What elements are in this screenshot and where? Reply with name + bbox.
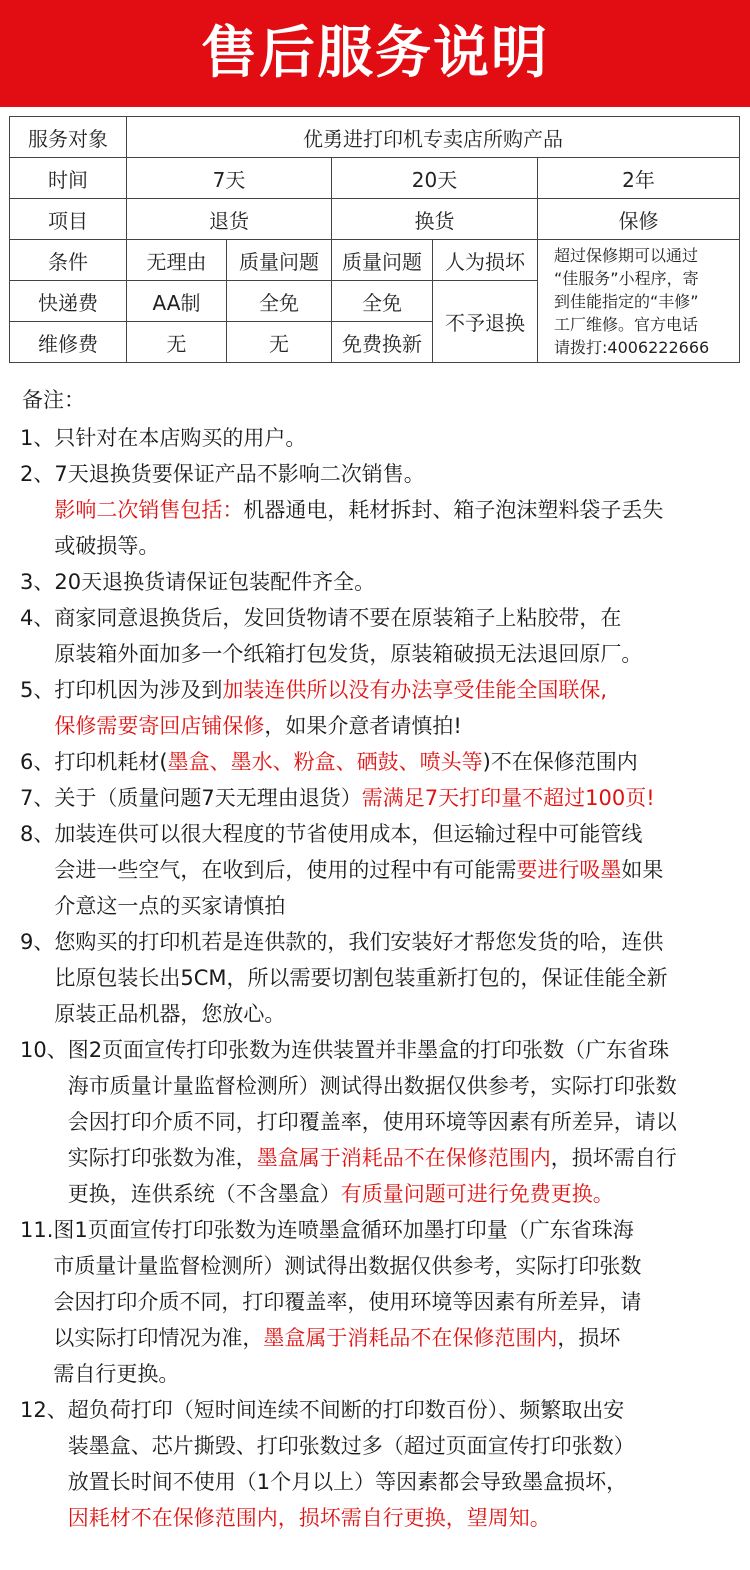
highlight-text: 墨盒属于消耗品不在保修范围内 <box>263 1326 558 1350</box>
note-body <box>54 816 735 924</box>
highlight-text: 加装连供所以没有办法享受佳能全国联保, <box>222 678 608 702</box>
note-text: 您购买的打印机若是连供款的，我们安装好才帮您发货的哈，连供 <box>54 930 664 954</box>
note-number: 12、 <box>20 1398 68 1422</box>
highlight-text: 有质量问题可进行免费更换。 <box>340 1182 614 1206</box>
note-body <box>54 924 735 1032</box>
note-text: 机器通电，耗材拆封、箱子泡沫塑料袋子丢失 <box>243 498 664 522</box>
note-line <box>53 1248 735 1284</box>
note-text: 会因打印介质不同，打印覆盖率，使用环境等因素有所差异，请 <box>53 1290 642 1314</box>
notes-list <box>20 420 735 1536</box>
note-line <box>68 1392 735 1428</box>
highlight-text: 墨盒、墨水、粉盒、硒鼓、喷头等 <box>167 750 483 774</box>
note-line <box>68 1104 735 1140</box>
note-text: 打印机耗材( <box>54 750 168 774</box>
note-line <box>68 1176 735 1212</box>
cell-value: 保修 <box>538 199 740 240</box>
highlight-text: 需满足7天打印量不超过100页! <box>361 786 655 810</box>
note-text: 更换，连供系统（不含墨盒） <box>67 1182 341 1206</box>
note-body <box>54 600 735 672</box>
cell-value: 换货 <box>332 199 538 240</box>
highlight-text: 影响二次销售包括： <box>54 498 244 522</box>
note-text: 以实际打印情况为准， <box>53 1326 264 1350</box>
note-line <box>68 1032 735 1068</box>
note-text: 实际打印张数为准， <box>67 1146 257 1170</box>
note-number: 2、 <box>20 462 55 486</box>
note-line: 超过保修期可以通过 <box>554 245 699 265</box>
row-time <box>10 158 740 199</box>
note-body <box>54 456 735 564</box>
note-text: 会进一些空气，在收到后，使用的过程中有可能需 <box>54 858 517 882</box>
note-text: 20天退换货请保证包装配件齐全。 <box>54 570 376 594</box>
note-number: 9、 <box>20 930 55 954</box>
note-text: ，损坏 <box>557 1326 621 1350</box>
note-number: 11. <box>20 1218 54 1242</box>
note-text: 原装正品机器，您放心。 <box>54 1002 286 1026</box>
note-item <box>20 744 735 780</box>
notes-heading: 备注： <box>22 388 85 412</box>
note-line <box>54 888 735 924</box>
note-line <box>54 708 735 744</box>
cell-label: 维修费 <box>10 322 127 363</box>
note-line <box>53 1212 735 1248</box>
cell-value: 无 <box>227 322 332 363</box>
highlight-text: 墨盒属于消耗品不在保修范围内 <box>256 1146 551 1170</box>
note-text: 海市质量计量监督检测所）测试得出数据仅供参考，实际打印张数 <box>67 1074 677 1098</box>
cell-value: 20天 <box>332 158 538 199</box>
note-text: )不在保修范围内 <box>482 750 638 774</box>
note-number: 3、 <box>20 570 55 594</box>
note-body <box>68 1032 735 1212</box>
note-line: 工厂维修。官方电话 <box>554 314 699 334</box>
note-text: 只针对在本店购买的用户。 <box>54 426 307 450</box>
note-item <box>20 924 735 1032</box>
cell-value: 优勇进打印机专卖店所购产品 <box>127 117 740 158</box>
note-line <box>54 852 735 888</box>
note-text: 关于（质量问题7天无理由退货） <box>54 786 362 810</box>
note-line <box>68 1428 735 1464</box>
note-number: 8、 <box>20 822 55 846</box>
note-text: 加装连供可以很大程度的节省使用成本，但运输过程中可能管线 <box>54 822 643 846</box>
cell-label: 服务对象 <box>10 117 127 158</box>
cell-value: 退货 <box>127 199 332 240</box>
cell-value: 人为损坏 <box>433 240 538 281</box>
note-line: 到佳能指定的“丰修” <box>554 291 699 311</box>
note-item <box>20 1392 735 1536</box>
cell-value: 全免 <box>227 281 332 322</box>
highlight-text: 要进行吸墨 <box>516 858 622 882</box>
note-text: 图2页面宣传打印张数为连供装置并非墨盒的打印张数（广东省珠 <box>67 1038 670 1062</box>
note-item <box>20 564 735 600</box>
row-item <box>10 199 740 240</box>
note-body <box>54 564 735 600</box>
service-table <box>9 116 740 363</box>
note-text: ，损坏需自行 <box>550 1146 677 1170</box>
note-body <box>54 420 735 456</box>
note-number: 6、 <box>20 750 55 774</box>
note-text: 放置长时间不使用（1个月以上）等因素都会导致墨盒损坏， <box>67 1470 628 1494</box>
cell-label: 条件 <box>10 240 127 281</box>
note-line <box>68 1500 735 1536</box>
note-text: 7天退换货要保证产品不影响二次销售。 <box>54 462 425 486</box>
note-text: 原装箱外面加多一个纸箱打包发货，原装箱破损无法退回原厂。 <box>54 642 643 666</box>
note-body <box>53 1212 735 1392</box>
cell-label: 项目 <box>10 199 127 240</box>
cell-value: 7天 <box>127 158 332 199</box>
cell-value: 2年 <box>538 158 740 199</box>
note-line <box>54 996 735 1032</box>
note-line <box>54 456 735 492</box>
note-body <box>54 672 735 744</box>
header-banner <box>0 0 750 107</box>
highlight-text: 保修需要寄回店铺保修 <box>54 714 265 738</box>
highlight-text: 因耗材不在保修范围内，损坏需自行更换，望周知。 <box>67 1506 551 1530</box>
note-text: 打印机因为涉及到 <box>54 678 223 702</box>
note-item <box>20 456 735 564</box>
note-text: 图1页面宣传打印张数为连喷墨盒循环加墨打印量（广东省珠海 <box>53 1218 634 1242</box>
note-text: 介意这一点的买家请慎拍 <box>54 894 286 918</box>
cell-value: 无 <box>127 322 227 363</box>
note-number: 10、 <box>20 1038 68 1062</box>
note-item <box>20 1212 735 1392</box>
note-line <box>54 960 735 996</box>
cell-value: 全免 <box>332 281 433 322</box>
note-item <box>20 780 735 816</box>
note-line <box>54 420 735 456</box>
note-number: 5、 <box>20 678 55 702</box>
note-line <box>54 600 735 636</box>
note-line <box>54 672 735 708</box>
note-text: 比原包装长出5CM，所以需要切割包装重新打包的，保证佳能全新 <box>54 966 668 990</box>
note-text: 市质量计量监督检测所）测试得出数据仅供参考，实际打印张数 <box>53 1254 642 1278</box>
note-text: 需自行更换。 <box>53 1362 180 1386</box>
note-text: 如果 <box>621 858 664 882</box>
note-line <box>53 1356 735 1392</box>
note-text: 会因打印介质不同，打印覆盖率，使用环境等因素有所差异，请以 <box>67 1110 677 1134</box>
row-condition <box>10 240 740 281</box>
cell-label: 快递费 <box>10 281 127 322</box>
note-body <box>68 1392 735 1536</box>
cell-value: 质量问题 <box>332 240 433 281</box>
note-text: 或破损等。 <box>54 534 160 558</box>
note-item <box>20 420 735 456</box>
cell-value: 免费换新 <box>332 322 433 363</box>
note-text: 超负荷打印（短时间连续不间断的打印数百份）、频繁取出安 <box>67 1398 625 1422</box>
note-line: “佳服务”小程序，寄 <box>554 268 699 288</box>
note-line: 请拨打:4006222666 <box>554 337 710 357</box>
note-line <box>54 528 735 564</box>
note-text: ，如果介意者请慎拍! <box>264 714 462 738</box>
note-line <box>54 636 735 672</box>
note-number: 4、 <box>20 606 55 630</box>
note-item <box>20 1032 735 1212</box>
row-service-target <box>10 117 740 158</box>
cell-value: 无理由 <box>127 240 227 281</box>
note-number: 1、 <box>20 426 55 450</box>
cell-label: 时间 <box>10 158 127 199</box>
note-body <box>54 780 735 816</box>
notes-section <box>20 380 735 1536</box>
page-title: 售后服务说明 <box>201 21 549 86</box>
cell-value: AA制 <box>127 281 227 322</box>
note-item <box>20 816 735 924</box>
note-line <box>54 780 735 816</box>
note-item <box>20 600 735 672</box>
note-number: 7、 <box>20 786 55 810</box>
note-item <box>20 672 735 744</box>
note-body <box>54 744 735 780</box>
note-line <box>68 1140 735 1176</box>
note-line <box>54 816 735 852</box>
note-line <box>54 744 735 780</box>
cell-no-return: 不予退换 <box>433 281 538 363</box>
warranty-note <box>538 240 740 363</box>
note-line <box>68 1068 735 1104</box>
note-text: 商家同意退换货后，发回货物请不要在原装箱子上粘胶带，在 <box>54 606 622 630</box>
note-line <box>53 1320 735 1356</box>
cell-value: 质量问题 <box>227 240 332 281</box>
note-line <box>54 564 735 600</box>
note-line <box>68 1464 735 1500</box>
note-line <box>54 492 735 528</box>
note-text: 装墨盒、芯片撕毁、打印张数过多（超过页面宣传打印张数） <box>67 1434 635 1458</box>
note-line <box>54 924 735 960</box>
note-line <box>53 1284 735 1320</box>
